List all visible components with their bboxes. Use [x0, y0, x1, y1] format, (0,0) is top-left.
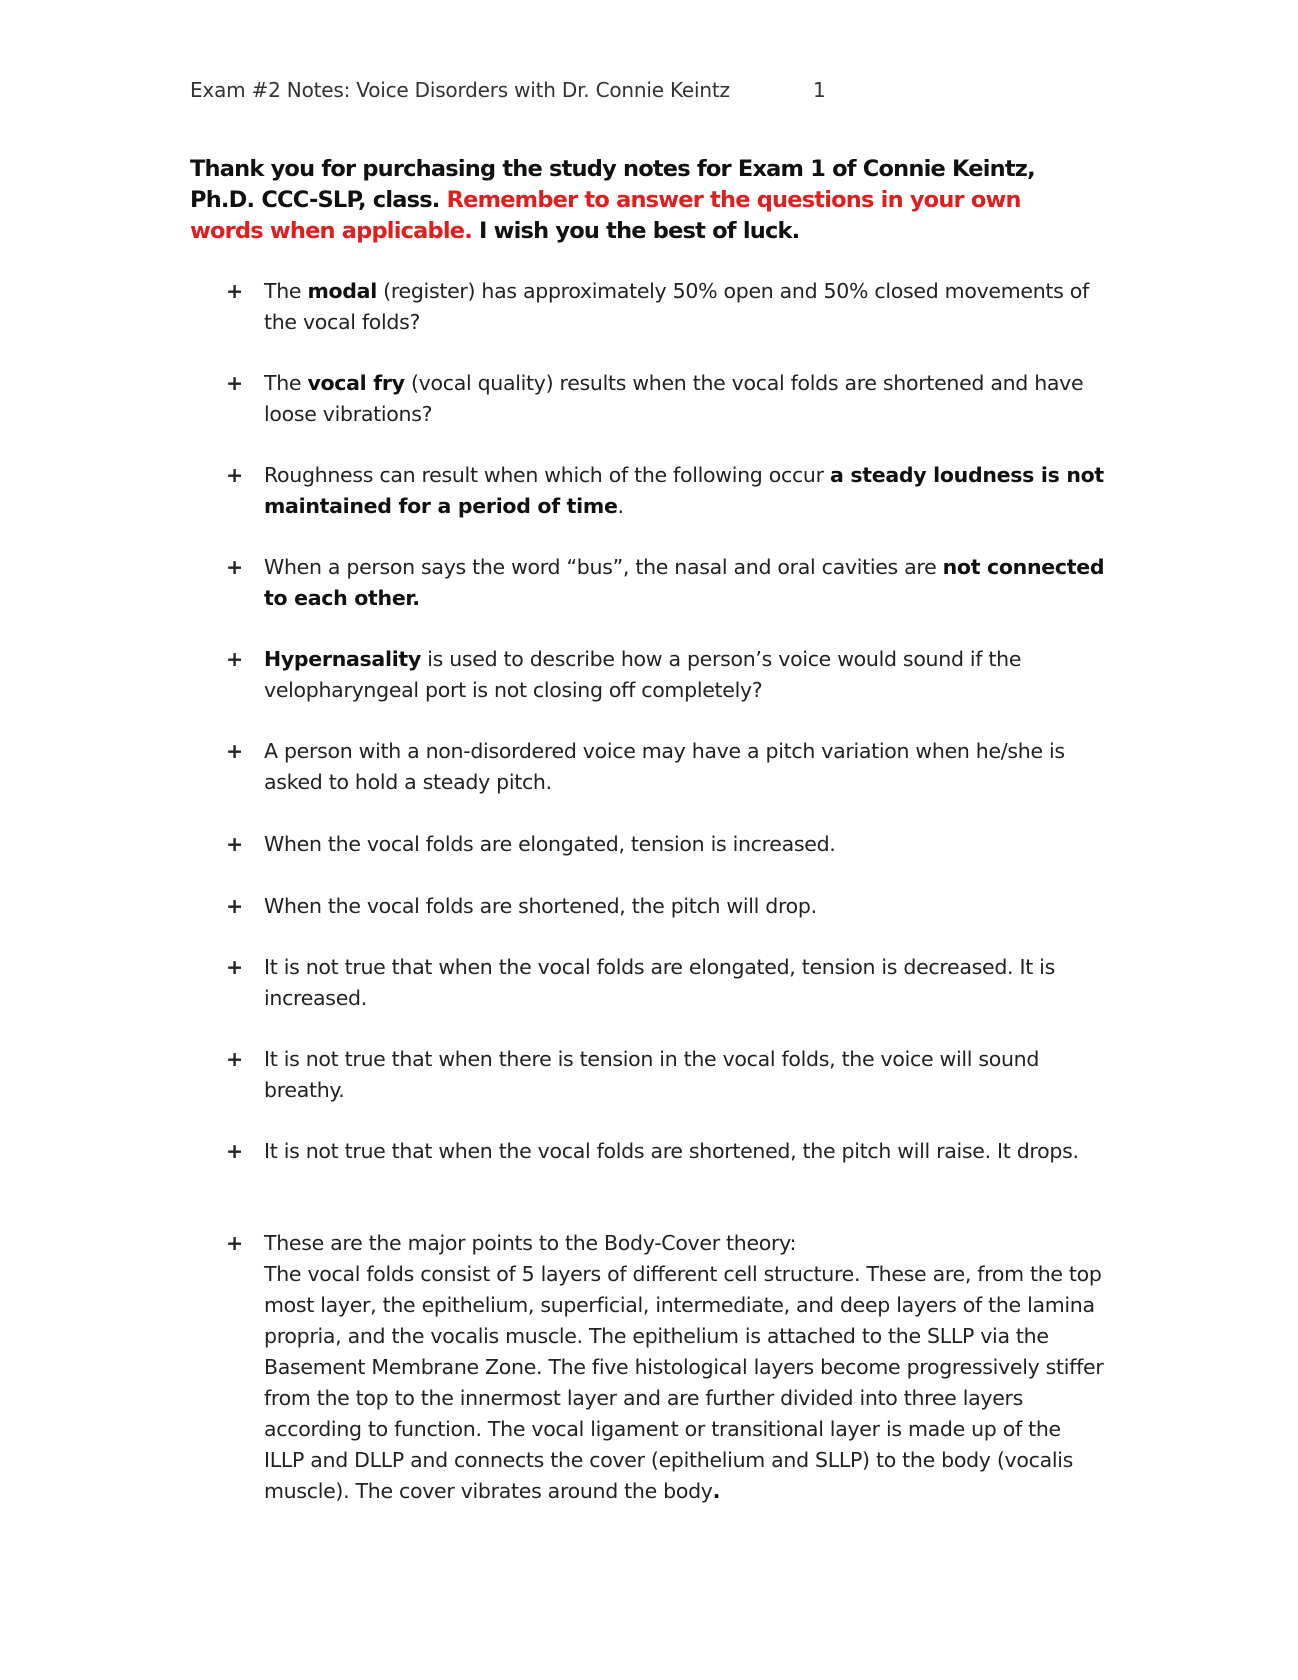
item-text: Roughness can result when which of the following occur [264, 463, 830, 487]
page-number: 1 [813, 78, 826, 102]
list-item [226, 829, 1106, 860]
bullet-marker: + [226, 371, 243, 395]
item-bold-term: Hypernasality [264, 647, 421, 671]
list-item [226, 552, 1106, 614]
list-item [226, 1228, 1106, 1507]
list-item [226, 1136, 1106, 1167]
intro-text-end: I wish you the best of luck. [471, 218, 800, 244]
list-item [226, 1044, 1106, 1106]
list-item [226, 460, 1106, 522]
bullet-marker: + [226, 832, 243, 856]
item-text: When a person says the word “bus”, the nasal and oral cavities are [264, 555, 943, 579]
page-header: Exam #2 Notes: Voice Disorders with Dr. Connie Keintz [190, 78, 730, 102]
intro-text-start: Thank you for purchasing the study notes for Exam 1 of Connie Keintz, Ph.D. CCC-SLP, class. [190, 156, 1035, 213]
item-text-rest: . [617, 494, 624, 518]
bullet-marker: + [226, 555, 243, 579]
item-text: The [264, 371, 308, 395]
bullet-marker: + [226, 894, 243, 918]
list-item [226, 736, 1106, 798]
bullet-marker: + [226, 279, 243, 303]
item-text-rest: is used to describe how a person’s voice would sound if the velopharyngeal port is not closing off completely? [264, 647, 1022, 702]
intro-warning: Remember to answer the questions in your own words when applicable. [190, 187, 1021, 244]
item-text: A person with a non-disordered voice may have a pitch variation when he/she is asked to hold a steady pitch. [264, 739, 1065, 794]
bullet-marker: + [226, 739, 243, 763]
bullet-marker: + [226, 1047, 243, 1071]
bullet-marker: + [226, 463, 243, 487]
item-bold-term: a steady loudness is not maintained for a period of time [264, 463, 1104, 518]
list-item [226, 368, 1106, 430]
item-bold-period: . [712, 1479, 721, 1503]
item-text: These are the major points to the Body-Cover theory: [264, 1231, 797, 1255]
item-text: It is not true that when the vocal folds are shortened, the pitch will raise. It drops. [264, 1139, 1079, 1163]
list-item [226, 644, 1106, 706]
body-cover-explanation: The vocal folds consist of 5 layers of different cell structure. These are, from the top most layer, the epithelium, superficial, intermediate, and deep layers of the lamina propria, and the vocalis muscle. The epithelium is attached to the SLLP via the Basement Membrane Zone. The five histological layers become progressively stiffer from the top to the innermost layer and are further divided into three layers according to function. The vocal ligament or transitional layer is made up of the ILLP and DLLP and connects the cover (epithelium and SLLP) to the body (vocalis muscle). The cover vibrates around the body [264, 1262, 1104, 1503]
bullet-marker: + [226, 1231, 243, 1255]
bullet-marker: + [226, 1139, 243, 1163]
list-item [226, 952, 1106, 1014]
intro-paragraph [190, 154, 1095, 247]
item-text-rest: (register) has approximately 50% open and 50% closed movements of the vocal folds? [264, 279, 1089, 334]
item-text: It is not true that when there is tension in the vocal folds, the voice will sound breathy. [264, 1047, 1040, 1102]
item-text: When the vocal folds are shortened, the pitch will drop. [264, 894, 817, 918]
list-item [226, 891, 1106, 922]
item-bold-term: vocal fry [307, 371, 405, 395]
item-text: It is not true that when the vocal folds are elongated, tension is decreased. It is increased. [264, 955, 1055, 1010]
bullet-marker: + [226, 955, 243, 979]
list-item [226, 276, 1106, 338]
item-bold-term: modal [307, 279, 377, 303]
item-bold-term: not connected to each other. [264, 555, 1105, 610]
item-text: The [264, 279, 308, 303]
bullet-marker: + [226, 647, 243, 671]
item-text: When the vocal folds are elongated, tension is increased. [264, 832, 836, 856]
item-text-rest: (vocal quality) results when the vocal folds are shortened and have loose vibrations? [264, 371, 1084, 426]
